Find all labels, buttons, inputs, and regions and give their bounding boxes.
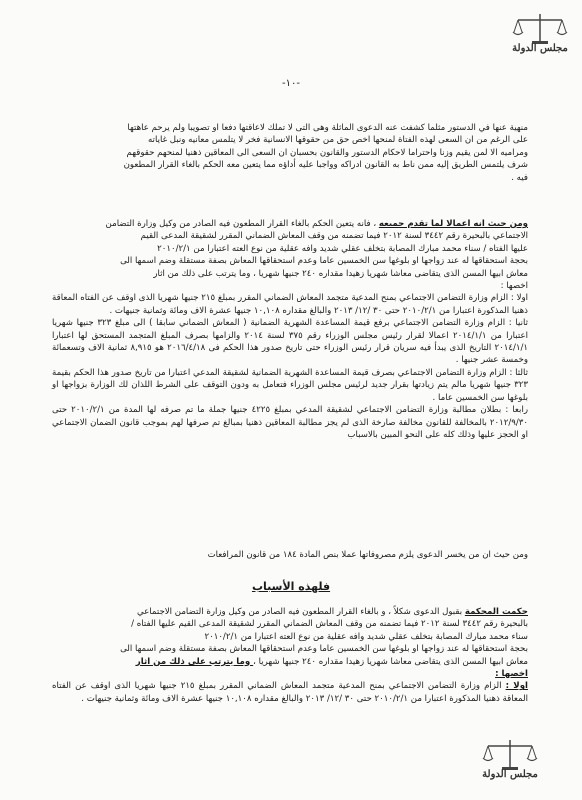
scales-of-justice-icon bbox=[482, 738, 538, 772]
text-line bbox=[52, 218, 528, 230]
subheading: اخصها : bbox=[495, 669, 528, 680]
council-logo-bottom bbox=[478, 738, 542, 780]
paragraph-lead: ومن حيث انه اعمالا لما تقدم جميعه bbox=[378, 219, 528, 229]
text-line bbox=[52, 656, 528, 668]
text-line: على الرغم من ان السعى لهذه الفتاة لمنحها اخص حق من حقوقها الانسانية فخر لا يتلمس معانيه ونبل غاياته bbox=[147, 135, 528, 146]
text-span: معاش ابيها المسن الذى يتقاضى معاشا شهريا زهيدا مقداره ٢٤٠ جنيها شهريا ، bbox=[253, 656, 528, 667]
item-lead: اولا : bbox=[505, 681, 528, 692]
council-logo-top bbox=[508, 12, 572, 54]
list-item: رابعا : بطلان مطالبة وزارة التضامن الاجتماعي لشقيقة المدعي بمبلغ ٤٢٢٥ جنيها جملة ما تم صرفه لها المدة من ٢٠١٠/٢/١ حتى ٢٠١٢/٩/٣٠ بالمخالفة للقانون مخالفة صارخة الذى لم يجز مطالبة المعاقين ذهنيا بمبالغ تم صرفها لهم بموجب قانون الضمان الاجتماعي او الحجز عليها وذلك كله على النحو المبين بالاسباب bbox=[52, 405, 528, 440]
page-number: -١٠- bbox=[282, 78, 300, 89]
list-item: ثانيا : الزام وزارة التضامن الاجتماعي برفع قيمة المساعدة الشهرية الضمانية ( المعاش الضماني سابقا ) الى مبلغ ٣٢٣ جنيها شهريا اعتبارا من ٢٠١٤/١/١ اعمالا لقرار رئيس مجلس الوزراء رقم ٣٧٥ لسنة ٢٠١٤ والزامها بصرف المبلغ المتجمد المستحق لها اعتبارا ٢٠١٤/١/١ التاريخ الذى يبدأ فيه سريان قرار رئيس الوزراء حتى تاريخ صدور هذا الحكم فى ٢٠١٦/٤/١٨ هو ٨,٩١٥ ثمانية الاف وتسعمائة وخمسة عشر جنيها . bbox=[52, 318, 529, 366]
ruling-paragraph bbox=[52, 606, 528, 705]
scales-of-justice-icon bbox=[512, 12, 568, 46]
text-line bbox=[52, 606, 528, 618]
text-line: ومراميه الا لمن يقيم وزنا واحتراما لاحكام الدستور والقانون بحسبان ان السعى الى المعاقين ذهنيا لمنحهم حقوقهم bbox=[126, 147, 528, 158]
costs-paragraph bbox=[52, 549, 528, 561]
section-heading: فلهذه الأسباب bbox=[251, 580, 331, 593]
text-line: معاش ابيها المسن الذى يتقاضى معاشا شهريا زهيدا مقداره ٢٤٠ جنيها شهريا ، وما يترتب على ذلك من اثار bbox=[153, 268, 528, 279]
text-line: فيه . bbox=[511, 172, 528, 183]
text-span: ، فانه يتعين الحكم بالغاء القرار المطعون فيه الصادر من وكيل وزارة التضامن bbox=[105, 219, 379, 229]
main-paragraph bbox=[52, 218, 528, 441]
text-span: الزام وزارة التضامن الاجتماعي بمنح المدعية متجمد المعاش الضماني المقرر بمبلغ ٢١٥ جنيها شهريا الذى اوقف عن الفتاه المعاقة ذهنيا المذكورة اعتبارا من ٢٠١٠/٢/١ حتى ٣٠ /١٢/ ٢٠١٣ والبالغ مقداره ١٠,١٠٨ جنيها عشرة الاف ومائة وثمانية جنيهات . bbox=[52, 681, 528, 704]
text-line: سناء محمد مبارك المصابة بتخلف عقلي شديد وافه عقلية من نوع العته اعتبارا من ٢٠١٠/٢/١ bbox=[204, 631, 528, 642]
text-line: الاجتماعي بالبحيرة رقم ٣٤٤٢ لسنة ٢٠١٢ فيما تضمنه من وقف المعاش الضماني المقرر لشقيقة المدعى القيم bbox=[140, 231, 528, 242]
text-line: بحجة استحقاقها له عند زواجها او بلوغها سن الخمسين عاما وعدم استحقاقها المعاش بصفة مستقلة وضم اسمها الى bbox=[120, 644, 528, 655]
consequence-text: وما يترتب على ذلك من اثار bbox=[135, 656, 254, 667]
intro-paragraph bbox=[52, 122, 528, 184]
logo-text: مجلس الدولة bbox=[512, 43, 568, 54]
text-line: عليها الفتاه / سناء محمد مبارك المصابة بتخلف عقلي شديد وافه عقلية من نوع العته اعتبارا من ٢٠١٠/٢/١ bbox=[157, 243, 528, 254]
text-line: شرف يلتمس الطريق إليه ممن ناط به القانون ادراكه وواجبا عليه أداؤه مما يتعين معه الحكم بالغاء القرار المطعون bbox=[123, 160, 528, 171]
ruling-lead: حكمت المحكمة bbox=[464, 607, 528, 617]
list-item bbox=[52, 680, 528, 705]
text-span: بقبول الدعوى شكلاً ، و بالغاء القرار المطعون فيه الصادر من وكيل وزارة التضامن الاجتماعي bbox=[136, 607, 465, 617]
list-item: اولا : الزام وزارة التضامن الاجتماعي بمنح المدعية متجمد المعاش الضماني المقرر بمبلغ ٢١٥ جنيها شهريا الذى اوقف عن الفتاه المعاقة ذهنيا المذكورة اعتبارا من ٢٠١٠/٢/١ حتى ٣٠ /١٢/ ٢٠١٣ والبالغ مقداره ١٠,١٠٨ جنيها عشرة الاف ومائة وثمانية جنيهات . bbox=[52, 293, 529, 316]
logo-text: مجلس الدولة bbox=[482, 769, 538, 780]
list-item: ثالثا : الزام وزارة التضامن الاجتماعي بصرف قيمة المساعدة الشهرية الضمانية لشقيقة المدعي اعتبارا من تاريخ صدور هذا الحكم بقيمة ٣٢٣ جنيها شهريا مالم يتم زيادتها بقرار جديد لرئيس مجلس الوزراء فتعامل به ودون التوقف على الشرط اللذان لك الوزارة بزواجها او بلوغها سن الخمسين عاما . bbox=[52, 367, 528, 403]
text-line: ومن حيث ان من يخسر الدعوى يلزم مصروفاتها عملا بنص المادة ١٨٤ من قانون المرافعات bbox=[207, 550, 528, 560]
text-line: اخصها : bbox=[500, 281, 528, 292]
text-line: منهية عنها في الدستور مثلما كشفت عنه الدعوى الماثلة وهى التى لا تملك لاعاقتها دفعا او تصويبا ولم يرحم عاهتها bbox=[127, 123, 528, 133]
text-line: بالبحيرة رقم ٣٤٤٢ لسنة ٢٠١٢ فيما تضمنه من وقف المعاش الضماني المقرر لشقيقة المدعى القيم عليها الفتاه / bbox=[131, 619, 528, 630]
text-line: بحجة استحقاقها له عند زواجها او بلوغها سن الخمسين عاما وعدم استحقاقها المعاش بصفة مستقلة وضم اسمها الى bbox=[120, 256, 528, 267]
